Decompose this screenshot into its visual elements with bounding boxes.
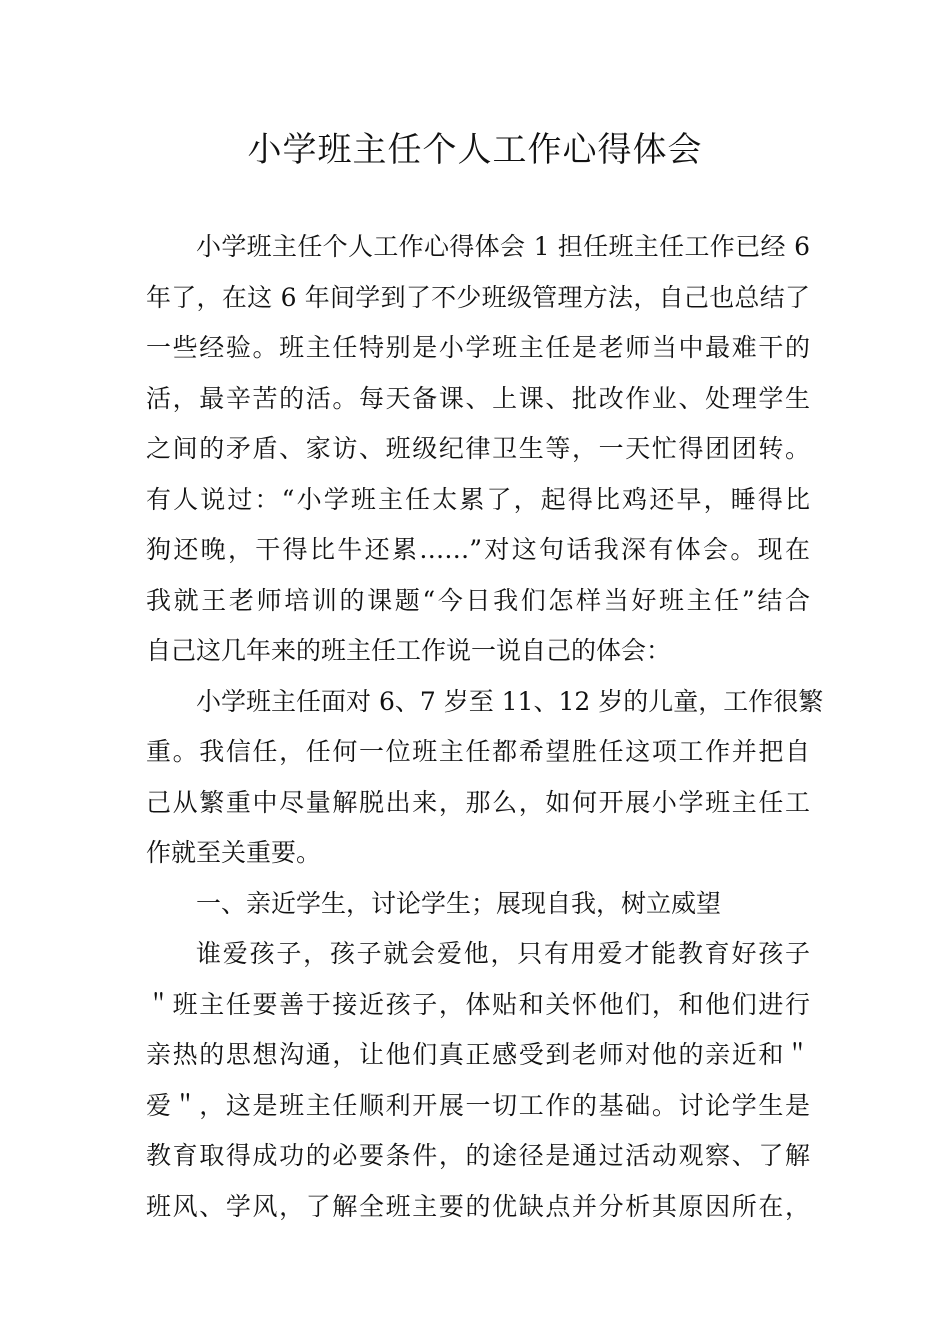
text-line: 年了，在这 6 年间学到了不少班级管理方法，自己也总结了 (146, 282, 810, 312)
document-body (146, 222, 824, 1232)
text-line: 爱＂，这是班主任顺利开展一切工作的基础。讨论学生是 (146, 1090, 810, 1120)
text-line: 己从繁重中尽量解脱出来，那么，如何开展小学班主任工 (146, 787, 810, 817)
text-line: 一、亲近学生，讨论学生；展现自我，树立威望 (196, 888, 722, 918)
text-line: 一些经验。班主任特别是小学班主任是老师当中最难干的 (146, 333, 810, 362)
text-line: 小学班主任个人工作心得体会 1 担任班主任工作已经 6 (196, 232, 810, 261)
text-line: 活，最辛苦的活。每天备课、上课、批改作业、处理学生 (146, 383, 810, 413)
text-line: 作就至关重要。 (146, 838, 322, 867)
text-line: 亲热的思想沟通，让他们真正感受到老师对他的亲近和＂ (146, 1040, 810, 1069)
text-line: 重。我信任，任何一位班主任都希望胜任这项工作并把自 (146, 737, 810, 766)
text-line: 狗还晚，干得比牛还累……”对这句话我深有体会。现在 (146, 535, 810, 564)
text-line: 小学班主任面对 6、7 岁至 11、12 岁的儿童，工作很繁 (196, 686, 824, 716)
text-line: ＂班主任要善于接近孩子，体贴和关怀他们，和他们进行 (146, 989, 810, 1019)
text-line: 有人说过：“小学班主任太累了，起得比鸡还早，睡得比 (146, 484, 810, 514)
document-title: 小学班主任个人工作心得体会 (247, 130, 703, 170)
text-line: 谁爱孩子，孩子就会爱他，只有用爱才能教育好孩子 (196, 939, 810, 968)
text-line: 我就王老师培训的课题“今日我们怎样当好班主任”结合 (146, 585, 810, 615)
text-line: 之间的矛盾、家访、班级纪律卫生等，一天忙得团团转。 (146, 434, 810, 463)
text-line: 教育取得成功的必要条件，的途径是通过活动观察、了解 (146, 1141, 810, 1170)
text-line: 班风、学风，了解全班主要的优缺点并分析其原因所在， (146, 1191, 810, 1221)
text-line: 自己这几年来的班主任工作说一说自己的体会： (146, 636, 672, 665)
